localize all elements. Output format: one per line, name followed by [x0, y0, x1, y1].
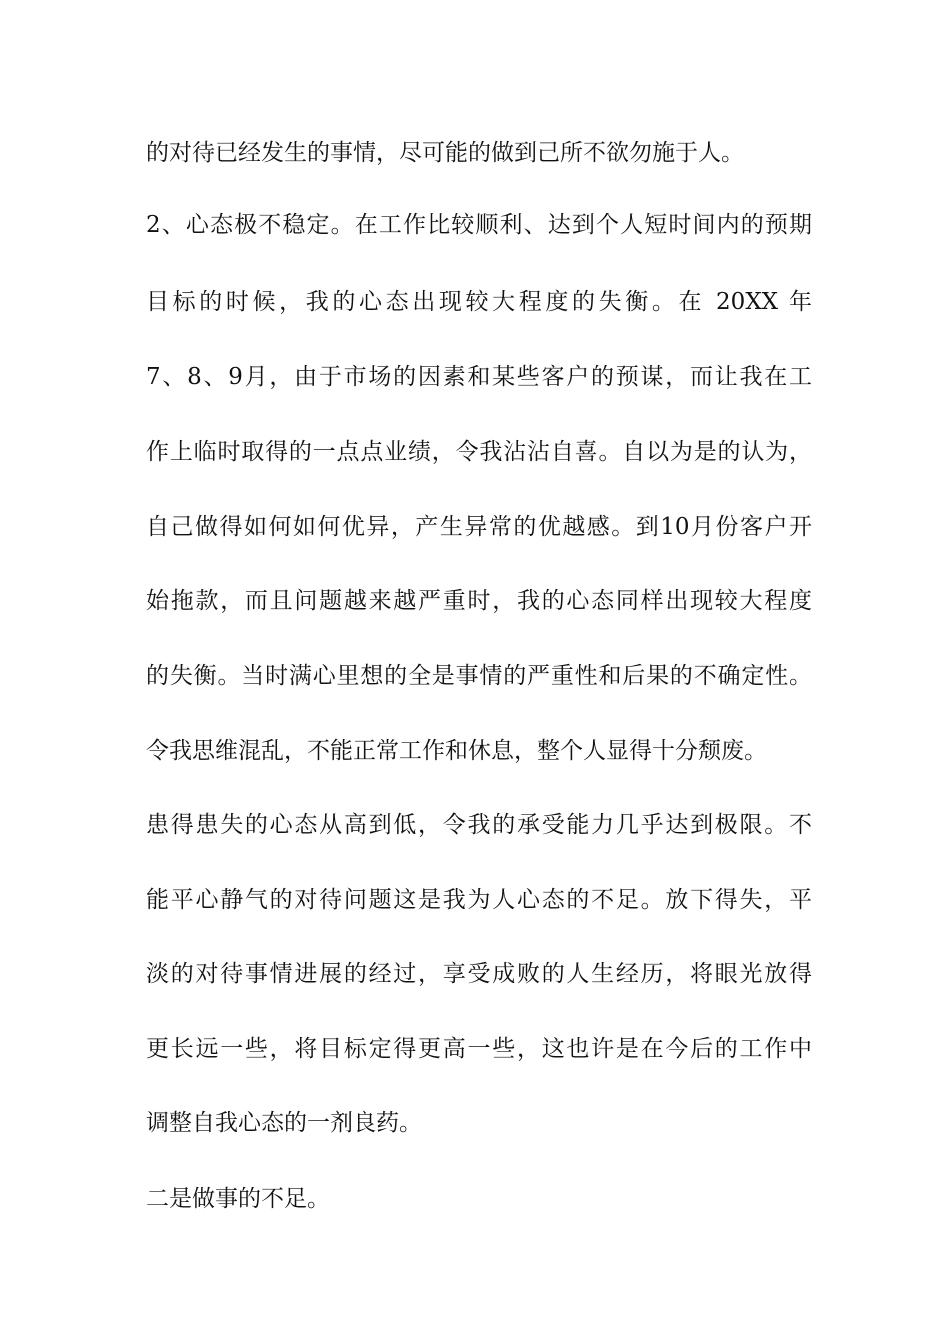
text-line-14: 调整自我心态的一剂良药。: [146, 1110, 422, 1136]
text-line-9: 令我思维混乱，不能正常工作和休息，整个人显得十分颓废。: [146, 738, 767, 764]
text-line-5: 作上临时取得的一点点业绩，令我沾沾自喜。自以为是的认为，: [146, 439, 812, 465]
text-line-10: 患得患失的心态从高到低，令我的承受能力几乎达到极限。不: [146, 812, 812, 838]
text-line-1: 的对待已经发生的事情，尽可能的做到己所不欲勿施于人。: [146, 140, 744, 166]
text-line-2: 2、心态极不稳定。在工作比较顺利、达到个人短时间内的预期: [146, 212, 812, 238]
text-line-3: 目标的时候，我的心态出现较大程度的失衡。在 20XX 年: [146, 289, 812, 315]
text-line-4: 7、8、9月，由于市场的因素和某些客户的预谋，而让我在工: [146, 364, 812, 390]
text-line-12: 淡的对待事情进展的经过，享受成败的人生经历，将眼光放得: [146, 961, 812, 987]
text-line-7: 始拖款，而且问题越来越严重时，我的心态同样出现较大程度: [146, 588, 812, 614]
text-line-6: 自己做得如何如何优异，产生异常的优越感。到10月份客户开: [146, 514, 812, 540]
text-line-13: 更长远一些，将目标定得更高一些，这也许是在今后的工作中: [146, 1036, 812, 1062]
text-line-15: 二是做事的不足。: [146, 1186, 330, 1212]
text-line-11: 能平心静气的对待问题这是我为人心态的不足。放下得失，平: [146, 887, 812, 913]
text-line-8: 的失衡。当时满心里想的全是事情的严重性和后果的不确定性。: [146, 663, 812, 689]
